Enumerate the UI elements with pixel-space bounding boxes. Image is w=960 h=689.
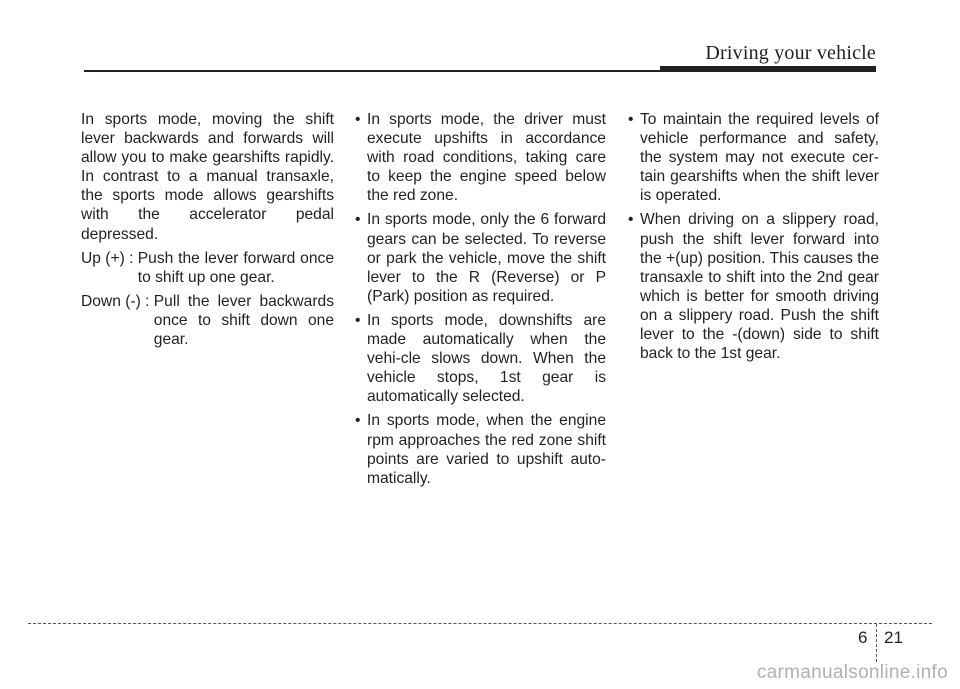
header-rule <box>84 70 660 72</box>
section-title: Driving your vehicle <box>705 42 876 64</box>
bullet-icon: • <box>355 311 361 329</box>
page-number: 21 <box>884 628 903 647</box>
footer-rule <box>28 623 932 624</box>
list-item: • In sports mode, only the 6 forward gears can be selected. To reverse or park the vehicle, move the shift lever to the R (Reverse) or P (Park) position as required. <box>355 211 606 305</box>
list-item: • To maintain the required levels of vehicle performance and safety, the system may not execute cer-tain gearshifts when the shift lever is operated. <box>628 111 879 205</box>
footer-divider <box>876 624 877 662</box>
down-definition <box>81 292 334 349</box>
intro-paragraph: In sports mode, moving the shift lever backwards and forwards will allow you to make gearshifts rapidly. In contrast to a manual transaxle, the sports mode allows gearshifts with the accelerator pedal depressed. <box>81 111 334 243</box>
list-item: • When driving on a slippery road, push the shift lever forward into the +(up) position. This causes the transaxle to shift into the 2nd gear which is better for smooth driving on a slippery road. Push the shift lever to the -(down) side to shift back to the 1st gear. <box>628 211 879 363</box>
bullet-icon: • <box>355 111 361 128</box>
chapter-number: 6 <box>858 628 868 647</box>
bullet-list-col2 <box>353 110 606 488</box>
bullet-list-col3 <box>626 110 879 363</box>
column-2 <box>353 110 606 493</box>
bullet-icon: • <box>628 211 634 229</box>
bullet-icon: • <box>628 111 634 128</box>
header-rule-accent <box>660 66 876 72</box>
list-item: • In sports mode, when the engine rpm approaches the red zone shift points are varied to upshift auto-matically. <box>355 412 606 487</box>
up-definition <box>81 249 334 287</box>
up-description: Push the lever forward once to shift up one gear. <box>137 249 334 286</box>
down-term: Down (-) : <box>81 292 154 310</box>
column-1 <box>81 110 334 354</box>
up-term: Up (+) : <box>81 249 138 267</box>
list-item: • In sports mode, downshifts are made automatically when the vehi-cle slows down. When the vehicle stops, 1st gear is automatically selected. <box>355 311 606 406</box>
column-3 <box>626 110 879 368</box>
list-item: • In sports mode, the driver must execute upshifts in accordance with road conditions, taking care to keep the engine speed below the red zone. <box>355 111 606 205</box>
watermark: carmanualsonline.info <box>756 662 948 683</box>
bullet-icon: • <box>355 412 361 430</box>
bullet-icon: • <box>355 211 361 229</box>
down-description: Pull the lever backwards once to shift down one gear. <box>153 292 334 349</box>
